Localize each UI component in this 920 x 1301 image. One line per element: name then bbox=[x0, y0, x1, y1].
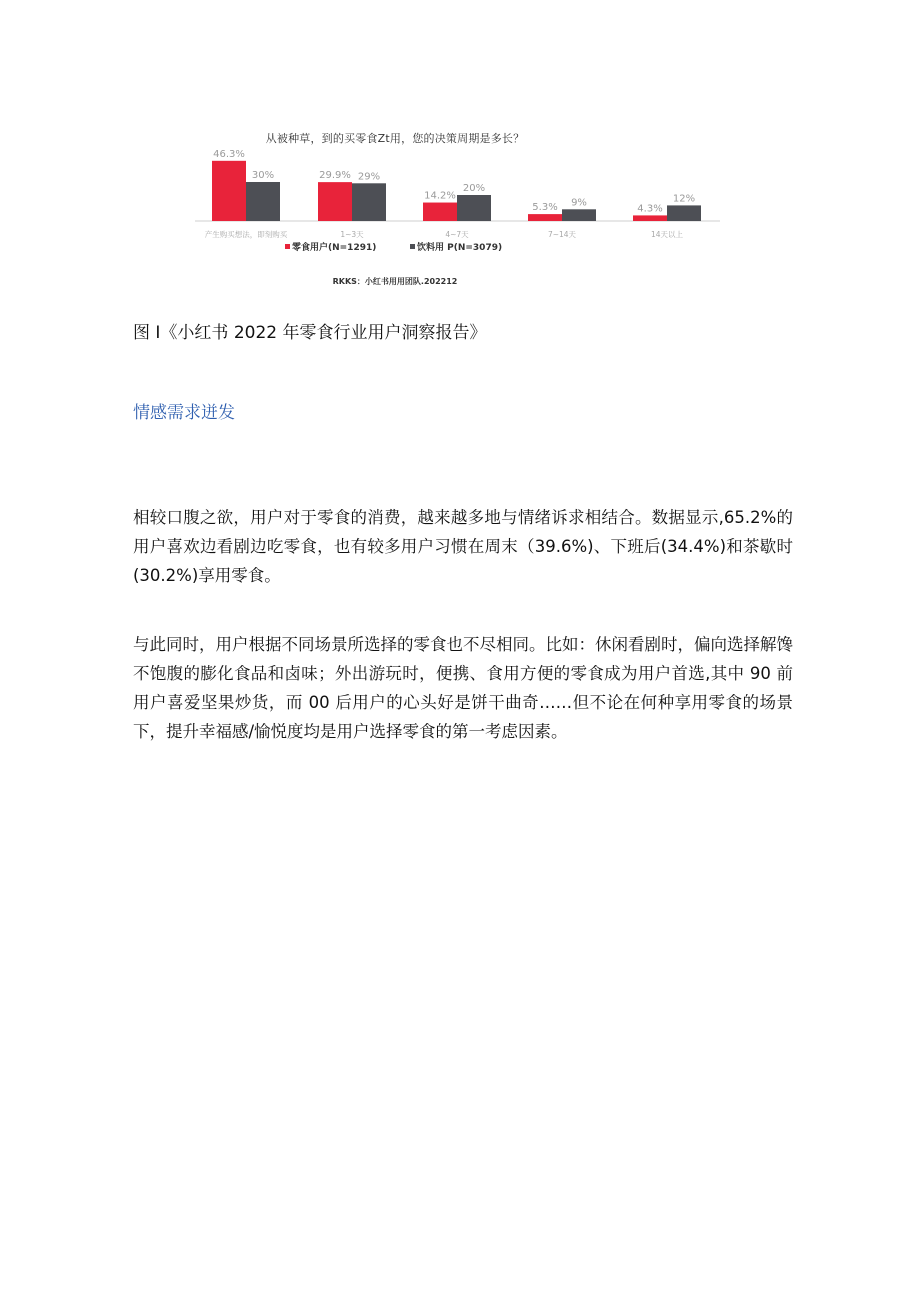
data-label: 4.3% bbox=[637, 203, 663, 215]
data-label: 9% bbox=[571, 197, 587, 209]
bar bbox=[528, 214, 562, 221]
paragraph: 与此同时，用户根据不同场景所选择的零食也不尽相同。比如：休闲看剧时，偏向选择解馋不饱腹的膨化食品和卤味；外出游玩时，便携、食用方便的零食成为用户首选,其中 90 前用户喜爱坚果炒货，而 00 后用户的心头好是饼干曲奇……但不论在何种享用零食的场景下，提升幸福感/愉悦度均是用户选择零食的第一考虑因素。 bbox=[133, 635, 793, 741]
data-label: 29% bbox=[357, 171, 381, 183]
paragraph: 相较口腹之欲，用户对于零食的消费，越来越多地与情绪诉求相结合。数据显示,65.2%的用户喜欢边看剧边吃零食，也有较多用户习惯在周末（39.6%)、下班后(34.4%)和茶歇时(30.2%)享用零食。 bbox=[133, 508, 793, 585]
data-label: 14.2% bbox=[424, 190, 456, 202]
bar bbox=[562, 209, 596, 221]
bar bbox=[212, 161, 246, 221]
legend-label: 零食用户(N=1291) bbox=[292, 243, 377, 253]
section-heading: 情感需求迸发 bbox=[133, 403, 235, 423]
bar bbox=[423, 203, 457, 221]
data-label: 12% bbox=[672, 193, 696, 205]
category-label: 1~3天 bbox=[340, 230, 364, 239]
data-label: 29.9% bbox=[319, 170, 351, 182]
figure-caption: 图 I《小红书 2022 年零食行业用户洞察报告》 bbox=[133, 323, 487, 343]
data-label: 5.3% bbox=[532, 202, 558, 214]
bar bbox=[352, 183, 386, 221]
data-label: 30% bbox=[251, 170, 275, 181]
bar bbox=[318, 182, 352, 221]
legend-swatch bbox=[285, 244, 290, 249]
bar bbox=[633, 215, 667, 221]
bar bbox=[457, 195, 491, 221]
category-label: 7~14天 bbox=[547, 230, 577, 239]
bar bbox=[667, 205, 701, 221]
data-label: 20% bbox=[462, 183, 486, 194]
legend-label: 饮料用 P(N=3079) bbox=[417, 243, 503, 253]
bar-chart bbox=[195, 140, 735, 275]
bar bbox=[246, 182, 280, 221]
category-label: 4~7天 bbox=[445, 230, 469, 239]
category-label: 产生购买想法，即刻购买 bbox=[204, 230, 288, 239]
data-label: 46.3% bbox=[213, 148, 245, 160]
legend-swatch bbox=[410, 244, 415, 249]
chart-source: RKKS：小红书用用团队.202212 bbox=[332, 277, 458, 286]
chart-title: 从被种草，到的买零食Zt用，您的决策周期是多长？ bbox=[265, 132, 525, 145]
category-label: 14天以上 bbox=[650, 230, 684, 239]
